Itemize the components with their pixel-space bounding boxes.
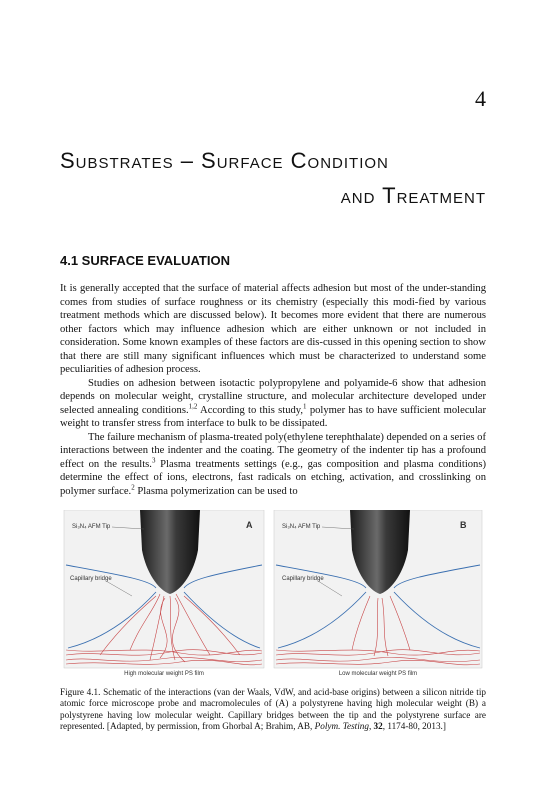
- tip-label-a: Si₃N₄ AFM Tip: [72, 524, 111, 530]
- caption-text: , 1174-80, 2013.]: [382, 721, 446, 732]
- panel-letter-a: A: [246, 520, 253, 530]
- paragraph-text: Plasma treatments settings (e.g., gas composition and plasma conditions) determine the effect of ions, electrons, fast radicals on etching, activation, and crosslinking on polymer surface.: [60, 458, 487, 497]
- paragraph-text: It is generally accepted that the surface of material affects adhesion but most of the under-standing comes from studies of surface roughness or its chemistry (especially this modi-fied by various treatment methods which are discussed below). It becomes more evident that there are numerous other factors which may influence adhesion which are either unknown or not included in consideration. Some known examples of these factors are dis-cussed in this opening section to show that there are still many significant influences which must be characterized to understand some peculiarities of adhesion process.: [60, 283, 486, 375]
- paragraph: [60, 377, 486, 431]
- paragraph-text: Plasma polymerization can be used to: [134, 485, 298, 497]
- paragraph: [60, 431, 486, 499]
- body-text: [60, 282, 486, 498]
- citation-superscript: 3: [151, 455, 156, 464]
- citation-superscript: 1,2: [188, 401, 198, 410]
- paragraph-text: polymer has to have sufficient molecular weight to transfer stress from interface to bulk to be dissipated.: [60, 404, 486, 429]
- bridge-label-a: Capillary bridge: [70, 576, 112, 582]
- film-label-b: Low molecular weight PS film: [338, 671, 418, 677]
- citation-superscript: 1: [303, 401, 307, 410]
- paragraph-text: According to this study,: [197, 404, 304, 416]
- chapter-number: 4: [475, 86, 486, 111]
- section-heading: 4.1 SURFACE EVALUATION: [60, 253, 230, 268]
- citation-superscript: 2: [131, 482, 135, 491]
- caption-journal: Polym. Testing: [314, 721, 369, 732]
- paragraph-text: The failure mechanism of plasma-treated poly(ethylene terephthalate) depended on a series of interactions between the indenter and the coating. The geometry of the indenter tip has a profound effect on the results.: [60, 431, 486, 470]
- panel-letter-b: B: [460, 520, 467, 530]
- caption-text: ,: [368, 721, 374, 732]
- figure-panel-b: [274, 510, 482, 677]
- caption-text: Figure 4.1. Schematic of the interactions (van der Waals, VdW, and acid-base origins) between a silicon nitride tip atomic force microscope probe and macromolecules of (A) a polystyrene having high molecular weight (B) a polystyrene having low molecular weight. Capillary bridges between the tip and the polystyrene surface are represented. [Adapted, by permission, from Ghorbal A; Brahim, AB,: [60, 687, 486, 732]
- caption-volume: 32: [373, 721, 383, 732]
- tip-label-b: Si₃N₄ AFM Tip: [282, 524, 321, 530]
- chapter-title-line-1: Substrates – Surface Condition: [60, 148, 389, 173]
- paragraph: [60, 282, 486, 377]
- film-label-a: High molecular weight PS film: [124, 671, 204, 677]
- chapter-title-line-2: and Treatment: [340, 183, 486, 208]
- bridge-label-b: Capillary bridge: [282, 576, 324, 582]
- figure-panel-a: [64, 510, 264, 677]
- figure-caption: [60, 687, 486, 733]
- figure-4-1: [60, 510, 486, 678]
- paragraph-text: Studies on adhesion between isotactic polypropylene and polyamide-6 show that adhesion depends on molecular weight, crystalline structure, and molecular architecture developed under selected annealing conditions.: [60, 377, 486, 416]
